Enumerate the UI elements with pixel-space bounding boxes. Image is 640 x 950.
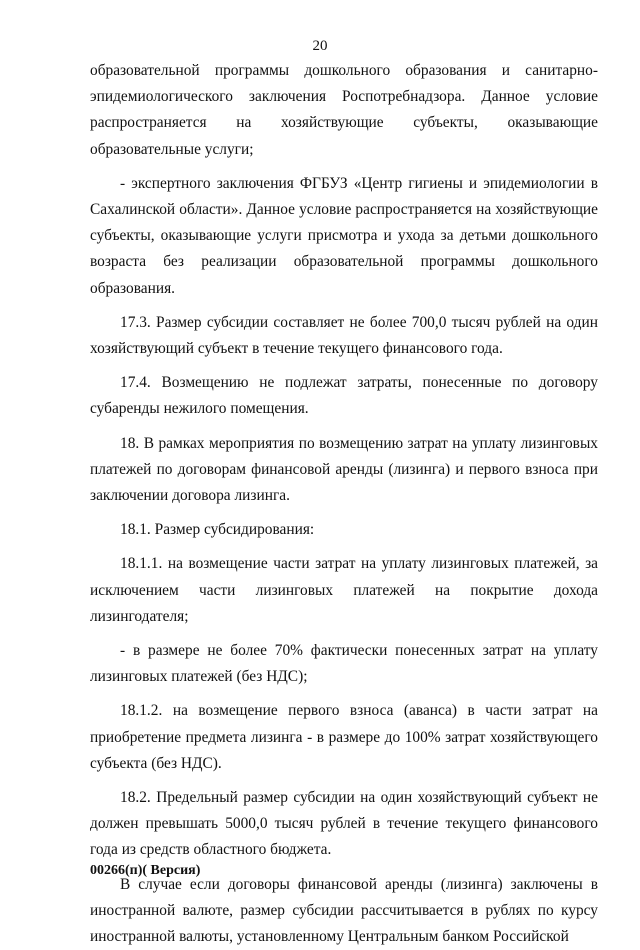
paragraph-17-3: 17.3. Размер субсидии составляет не более 700,0 тысяч рублей на один хозяйствующий субъект в течение текущего финансового года. bbox=[90, 313, 598, 358]
document-body bbox=[90, 58, 598, 950]
paragraph-18-2: 18.2. Предельный размер субсидии на один хозяйствующий субъект не должен превышать 5000,0 тысяч рублей в течение текущего финансового года из средств областного бюджета. bbox=[90, 789, 598, 859]
paragraph-expert-conclusion: - экспертного заключения ФГБУЗ «Центр гигиены и эпидемиологии в Сахалинской области». Данное условие распространяется на хозяйствующие субъекты, оказывающие услуги присмотра и ухода за детьми дошкольного возраста без реализации образовательной программы дошкольного образования. bbox=[90, 174, 598, 297]
paragraph-foreign-currency: В случае если договоры финансовой аренды (лизинга) заключены в иностранной валюте, размер субсидии рассчитывается в рублях по курсу иностранной валюты, установленному Центральным банком Российской bbox=[90, 875, 598, 946]
paragraph-18: 18. В рамках мероприятия по возмещению затрат на уплату лизинговых платежей по договорам финансовой аренды (лизинга) и первого взноса при заключении договора лизинга. bbox=[90, 434, 598, 505]
paragraph-18-1-2: 18.1.2. на возмещение первого взноса (аванса) в части затрат на приобретение предмета лизинга - в размере до 100% затрат хозяйствующего субъекта (без НДС). bbox=[90, 702, 598, 772]
paragraph-18-1-1: 18.1.1. на возмещение части затрат на уплату лизинговых платежей, за исключением части лизинговых платежей на покрытие дохода лизингодателя; bbox=[90, 555, 598, 625]
page-number: 20 bbox=[312, 38, 328, 54]
paragraph-17-4: 17.4. Возмещению не подлежат затраты, понесенные по договору субаренды нежилого помещения. bbox=[90, 374, 598, 418]
paragraph-18-1: 18.1. Размер субсидирования: bbox=[120, 521, 315, 539]
document-footer-code: 00266(п)( Версия) bbox=[90, 863, 201, 878]
paragraph-continuation: образовательной программы дошкольного образования и санитарно-эпидемиологического заключения Роспотребнадзора. Данное условие распространяется на хозяйствующие субъекты, оказывающие образовательные услуги; bbox=[90, 62, 598, 158]
paragraph-leasing-70: - в размере не более 70% фактически понесенных затрат на уплату лизинговых платежей (без НДС); bbox=[90, 642, 598, 686]
